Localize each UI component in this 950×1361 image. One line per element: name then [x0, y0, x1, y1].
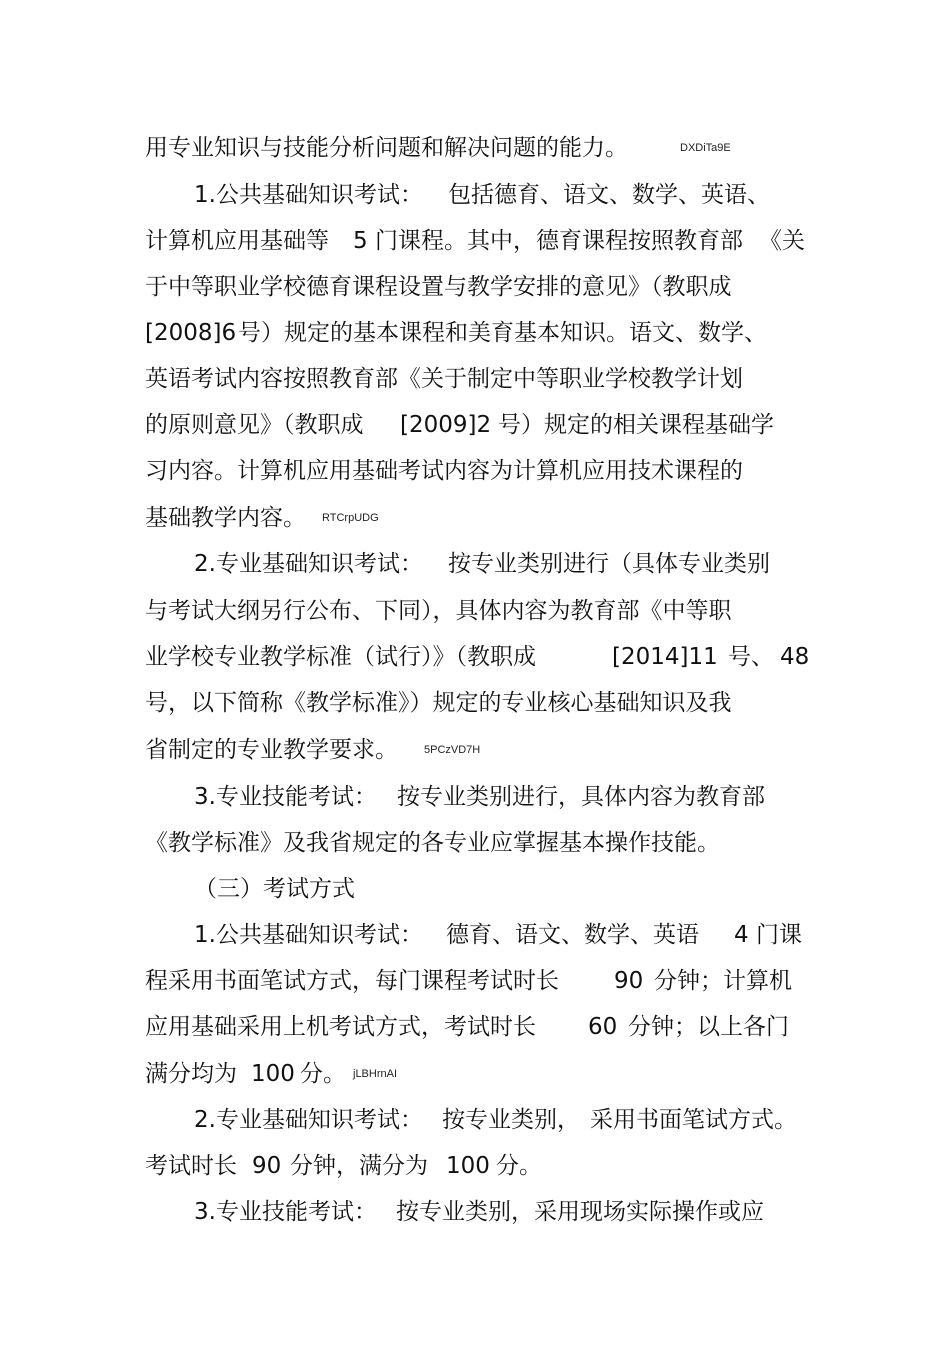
- text-segment: 考试时长: [145, 1153, 237, 1179]
- text-segment: 2.专业基础知识考试：: [194, 1107, 423, 1133]
- text-segment: 按专业类别，: [442, 1107, 580, 1133]
- text-segment: 习内容。计算机应用基础考试内容为计算机应用技术课程的: [145, 458, 743, 484]
- text-line: [0, 688, 732, 718]
- text-segment: 3.专业技能考试：: [194, 1199, 377, 1225]
- text-segment: 业学校专业教学标准（试行）》（教职成: [145, 644, 536, 670]
- text-line: [0, 549, 770, 579]
- text-segment: [2014]11: [612, 644, 718, 670]
- text-line: [0, 503, 379, 533]
- text-line: [0, 1012, 789, 1042]
- text-segment: 90: [252, 1153, 282, 1179]
- text-segment: 基础教学内容。: [145, 505, 306, 531]
- text-segment: [2009]2: [400, 412, 492, 438]
- text-segment: 按专业类别，采用现场实际操作或应: [396, 1199, 764, 1225]
- text-segment: 号）规定的相关课程基础学: [498, 412, 774, 438]
- text-line: [0, 966, 792, 996]
- text-segment: 采用书面笔试方式。: [590, 1107, 797, 1133]
- text-segment: 的原则意见》（教职成: [145, 412, 364, 438]
- text-line: [0, 1105, 797, 1135]
- text-segment: 于中等职业学校德育课程设置与教学安排的意见》（教职成: [145, 274, 732, 300]
- text-line: [0, 272, 732, 302]
- text-segment: 48: [780, 644, 810, 670]
- text-line: [0, 410, 774, 440]
- text-segment: 1.公共基础知识考试：: [194, 182, 423, 208]
- text-line: [0, 735, 481, 765]
- text-segment: 1.公共基础知识考试：: [194, 922, 423, 948]
- text-line: [0, 1151, 542, 1181]
- watermark-code: DXDiTa9E: [680, 142, 731, 154]
- watermark-code: 5PCzVD7H: [424, 744, 481, 756]
- text-segment: 《关: [759, 228, 805, 254]
- text-segment: 计算机应用基础等: [145, 228, 329, 254]
- text-segment: 德育、语文、数学、英语: [446, 922, 699, 948]
- text-segment: 分钟；计算机: [654, 968, 792, 994]
- text-segment: 程采用书面笔试方式，每门课程考试时长: [145, 968, 559, 994]
- text-segment: 应用基础采用上机考试方式，考试时长: [145, 1014, 536, 1040]
- text-segment: 100: [251, 1061, 295, 1087]
- text-segment: 与考试大纲另行公布、下同），具体内容为教育部《中等职: [145, 598, 732, 624]
- text-line: [0, 1059, 398, 1089]
- text-line: [0, 828, 720, 858]
- text-line: [0, 133, 731, 163]
- section-heading: [0, 874, 355, 904]
- text-line: [0, 642, 810, 672]
- text-segment: 满分均为: [145, 1061, 237, 1087]
- text-segment: 分钟，满分为: [290, 1153, 428, 1179]
- text-line: [0, 1197, 764, 1227]
- text-line: [0, 364, 743, 394]
- text-segment: 英语考试内容按照教育部《关于制定中等职业学校教学计划: [145, 366, 743, 392]
- text-line: [0, 920, 802, 950]
- text-segment: 5 门课程。其中，德育课程按照教育部: [353, 228, 743, 254]
- text-segment: 省制定的专业教学要求。: [145, 737, 398, 763]
- text-segment: 号，以下简称《教学标准》）规定的专业核心基础知识及我: [145, 690, 732, 716]
- text-segment: 分。: [496, 1153, 542, 1179]
- text-segment: 号、: [728, 644, 774, 670]
- text-segment: 分钟；以上各门: [628, 1014, 789, 1040]
- text-segment: 2.专业基础知识考试：: [194, 551, 423, 577]
- text-segment: 《教学标准》及我省规定的各专业应掌握基本操作技能。: [145, 830, 720, 856]
- text-segment: （三）考试方式: [194, 876, 355, 902]
- text-segment: 90: [614, 968, 644, 994]
- text-line: [0, 596, 732, 626]
- text-segment: 分。: [300, 1061, 346, 1087]
- text-line: [0, 180, 770, 210]
- text-line: [0, 782, 765, 812]
- text-line: [0, 318, 767, 348]
- text-line: [0, 226, 805, 256]
- watermark-code: jLBHrnAI: [353, 1068, 398, 1080]
- text-segment: 60: [588, 1014, 618, 1040]
- watermark-code: RTCrpUDG: [322, 512, 379, 524]
- text-segment: 号）规定的基本课程和美育基本知识。语文、数学、: [238, 320, 767, 346]
- text-segment: 100: [446, 1153, 490, 1179]
- text-segment: 用专业知识与技能分析问题和解决问题的能力。: [145, 135, 628, 161]
- text-line: [0, 456, 743, 486]
- text-segment: 按专业类别进行，具体内容为教育部: [397, 784, 765, 810]
- text-segment: 按专业类别进行（具体专业类别: [448, 551, 770, 577]
- text-segment: [2008]6: [145, 320, 237, 346]
- text-segment: 包括德育、语文、数学、英语、: [448, 182, 770, 208]
- text-segment: 3.专业技能考试：: [194, 784, 377, 810]
- text-segment: 4 门课: [734, 922, 802, 948]
